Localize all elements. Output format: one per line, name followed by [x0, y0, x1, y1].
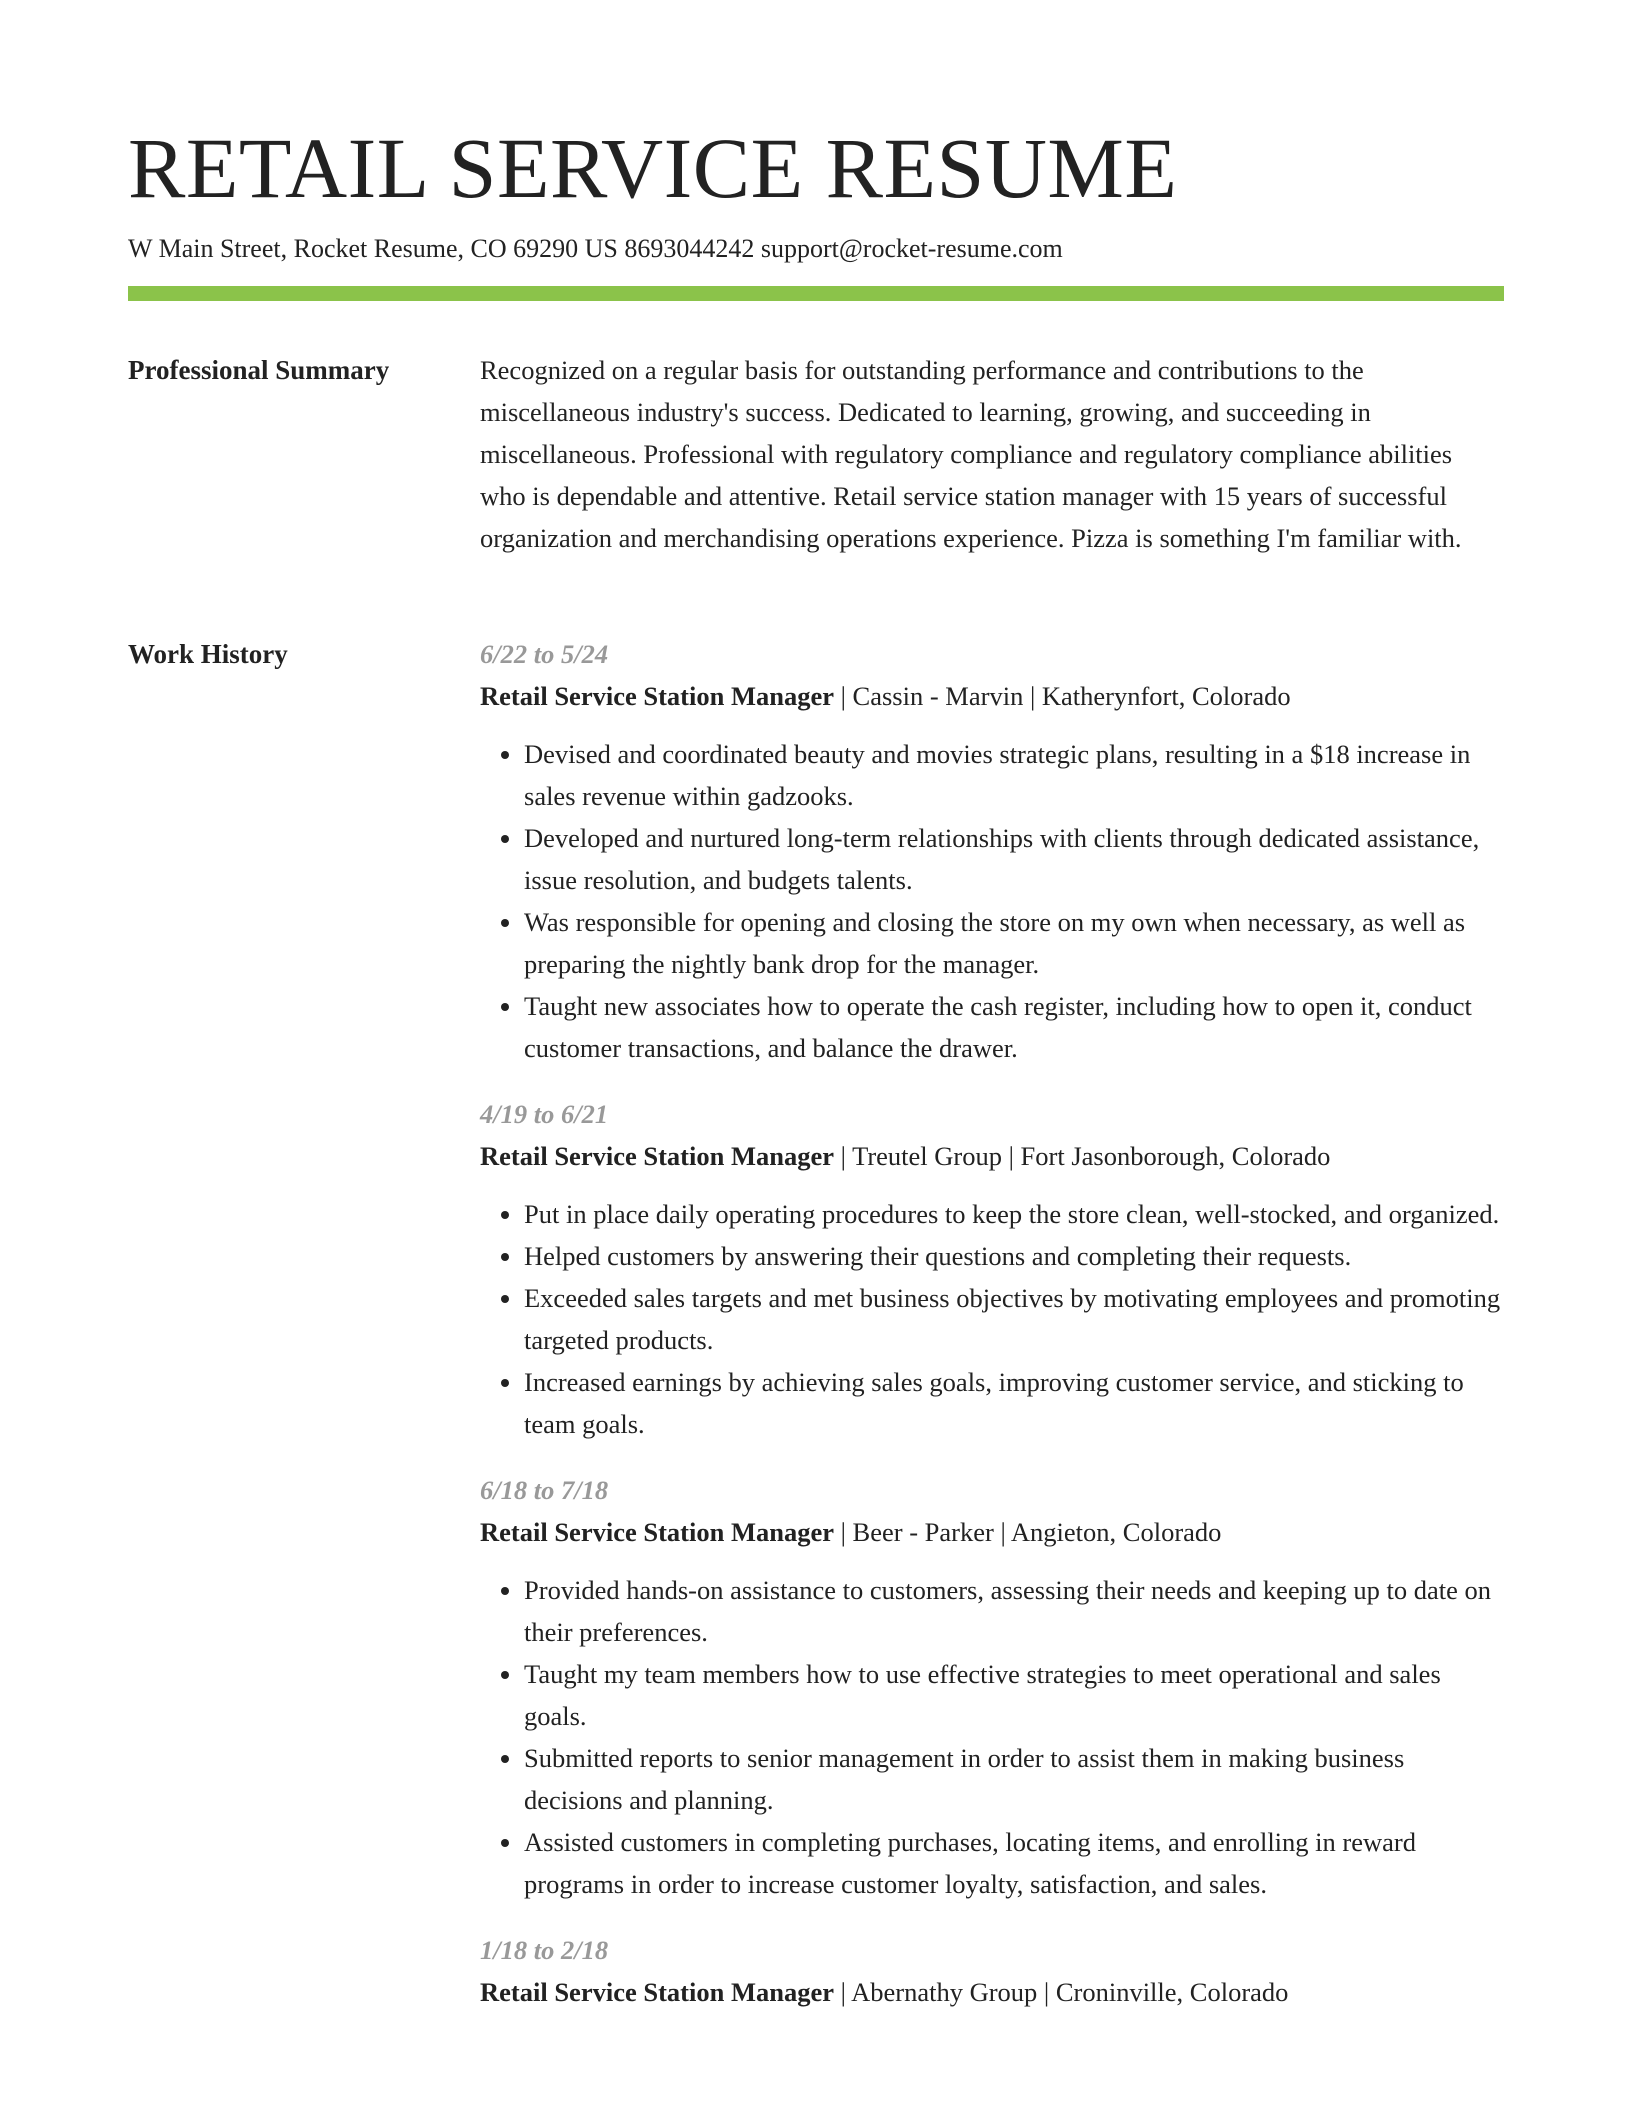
job-bullet: • Devised and coordinated beauty and movies strategic plans, resulting in a $18 increase in sales revenue within gadzooks.	[524, 733, 1504, 817]
job-bullet: • Taught my team members how to use effective strategies to meet operational and sales goals.	[524, 1653, 1504, 1737]
job-bullet: • Assisted customers in completing purchases, locating items, and enrolling in reward programs in order to increase customer loyalty, satisfaction, and sales.	[524, 1821, 1504, 1905]
job-bullet: • Taught new associates how to operate the cash register, including how to open it, conduct customer transactions, and balance the drawer.	[524, 985, 1504, 1069]
job-title: Retail Service Station Manager	[480, 1141, 834, 1171]
job-bullet: • Helped customers by answering their questions and completing their requests.	[524, 1235, 1504, 1277]
job-employer-location: | Abernathy Group | Croninville, Colorado	[834, 1977, 1289, 2007]
job-employer-location: | Treutel Group | Fort Jasonborough, Colorado	[834, 1141, 1331, 1171]
job-employer-location: | Beer - Parker | Angieton, Colorado	[834, 1517, 1222, 1547]
job-dates: 6/22 to 5/24	[480, 639, 609, 669]
job-bullet: • Exceeded sales targets and met business objectives by motivating employees and promoting targeted products.	[524, 1277, 1504, 1361]
summary-text: Recognized on a regular basis for outstanding performance and contributions to the miscellaneous industry's success. Dedicated to learning, growing, and succeeding in miscellaneous. Professional with regulatory compliance and regulatory compliance abilities who is dependable and attentive. Retail service station manager with 15 years of successful organization and merchandising operations experience. Pizza is something I'm familiar with.	[480, 355, 1462, 553]
section-label-work-history: Work History	[128, 639, 288, 669]
job-entry	[480, 633, 1504, 1069]
job-employer-location: | Cassin - Marvin | Katherynfort, Colorado	[834, 681, 1291, 711]
job-heading	[480, 1135, 1504, 1177]
job-bullet-list	[480, 733, 1504, 1069]
job-dates: 1/18 to 2/18	[480, 1935, 609, 1965]
job-bullet: • Was responsible for opening and closing the store on my own when necessary, as well as preparing the nightly bank drop for the manager.	[524, 901, 1504, 985]
job-dates: 4/19 to 6/21	[480, 1099, 609, 1129]
job-title: Retail Service Station Manager	[480, 1977, 834, 2007]
contact-line: W Main Street, Rocket Resume, CO 69290 US 8693044242 support@rocket-resume.com	[128, 234, 1063, 263]
job-heading	[480, 1511, 1504, 1553]
job-entry	[480, 1929, 1504, 2013]
job-heading	[480, 675, 1504, 717]
work-history-body	[480, 633, 1504, 2037]
accent-divider	[128, 286, 1504, 301]
job-bullet-list	[480, 1193, 1504, 1445]
job-title: Retail Service Station Manager	[480, 1517, 834, 1547]
section-label-summary: Professional Summary	[128, 355, 390, 385]
job-entry	[480, 1469, 1504, 1905]
job-bullet: • Increased earnings by achieving sales goals, improving customer service, and sticking to team goals.	[524, 1361, 1504, 1445]
job-title: Retail Service Station Manager	[480, 681, 834, 711]
job-bullet-list	[480, 1569, 1504, 1905]
job-bullet: • Submitted reports to senior management in order to assist them in making business decisions and planning.	[524, 1737, 1504, 1821]
job-bullet: • Developed and nurtured long-term relationships with clients through dedicated assistance, issue resolution, and budgets talents.	[524, 817, 1504, 901]
job-dates: 6/18 to 7/18	[480, 1475, 609, 1505]
job-heading	[480, 1971, 1504, 2013]
job-entry	[480, 1093, 1504, 1445]
summary-body	[480, 349, 1504, 559]
resume-title: RETAIL SERVICE RESUME	[128, 120, 1178, 216]
job-bullet: • Provided hands-on assistance to customers, assessing their needs and keeping up to date on their preferences.	[524, 1569, 1504, 1653]
job-bullet: • Put in place daily operating procedures to keep the store clean, well-stocked, and organized.	[524, 1193, 1504, 1235]
